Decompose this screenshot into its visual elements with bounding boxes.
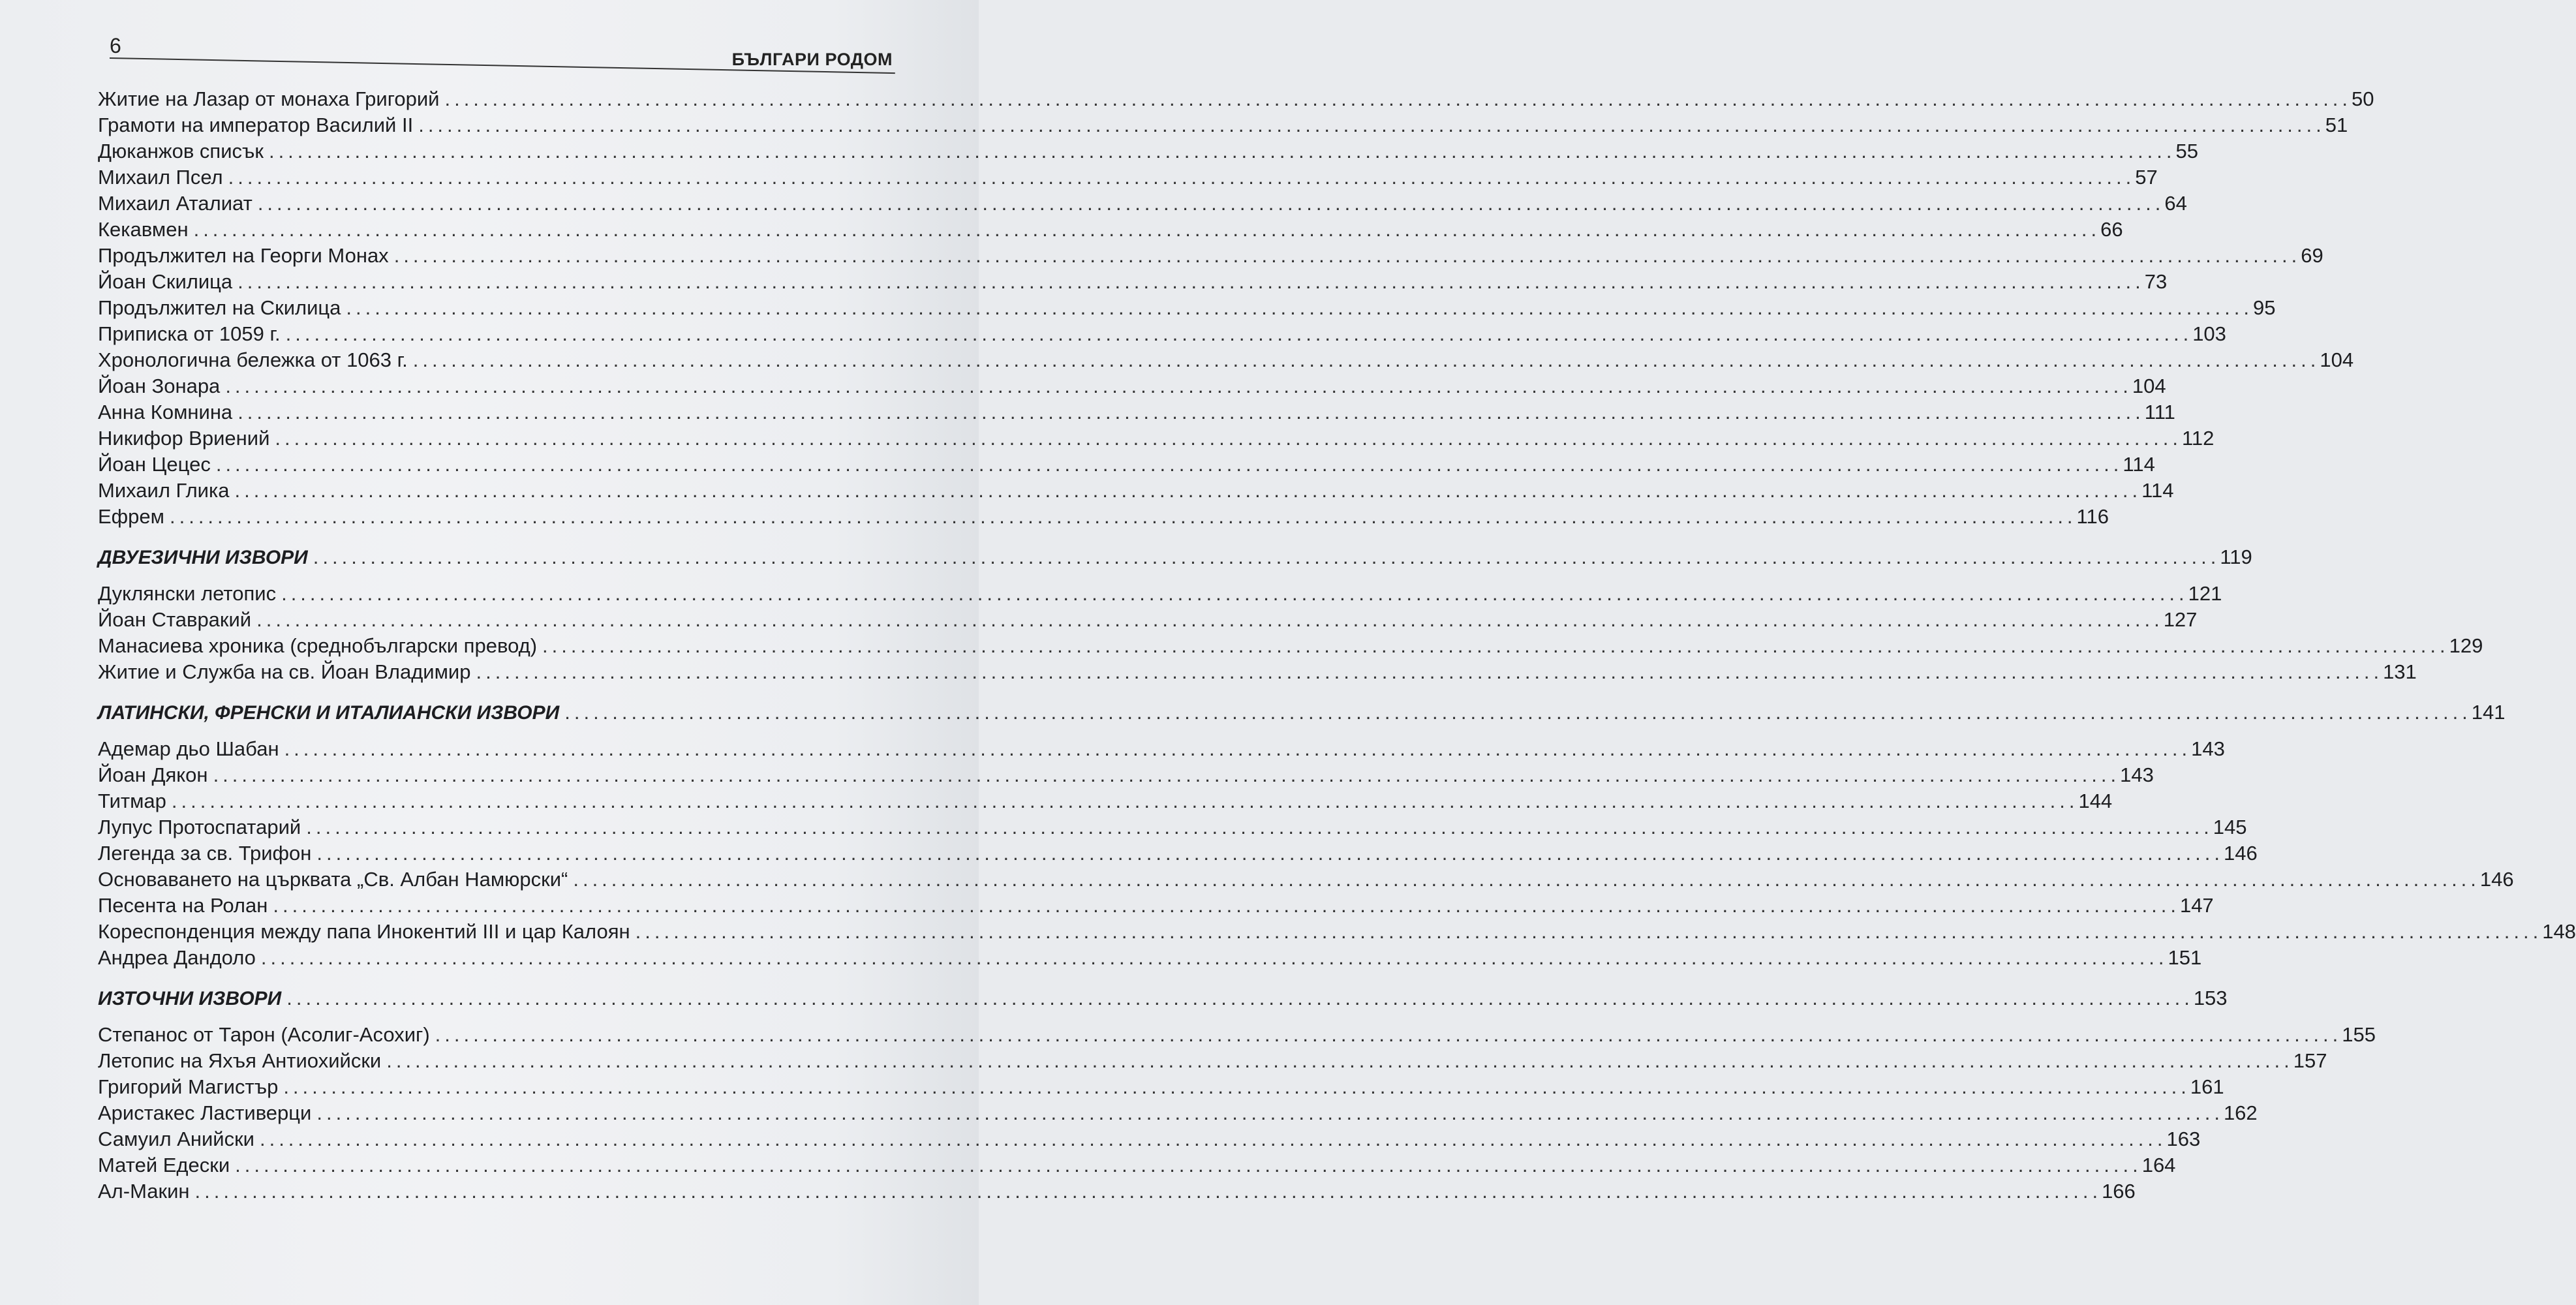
toc-entry [98, 1022, 2376, 1048]
toc-entry-title: Песента на Ролан [98, 894, 268, 917]
toc-entry [98, 633, 2483, 659]
toc-entry-page: 129 [2449, 634, 2483, 657]
dot-leader: ........................................................................................................................................................................................................ [193, 218, 2101, 241]
toc-entry [98, 86, 2374, 112]
dot-leader: ........................................................................................................................................................................................................ [171, 790, 2079, 812]
dot-leader: ........................................................................................................................................................................................................ [635, 920, 2543, 943]
toc-entry-title: Продължител на Скилица [98, 296, 341, 319]
dot-leader: ........................................................................................................................................................................................................ [259, 1128, 2167, 1150]
dot-leader: ........................................................................................................................................................................................................ [238, 270, 2145, 293]
toc-entry-page: 112 [2181, 427, 2215, 450]
toc-entry-title: Самуил Анийски [98, 1128, 254, 1150]
dot-leader: ........................................................................................................................................................................................................ [386, 1049, 2293, 1072]
toc-entry-page: 111 [2144, 401, 2175, 423]
toc-entry [98, 945, 2202, 971]
dot-leader: ........................................................................................................................................................................................................ [393, 244, 2301, 267]
dot-leader: ........................................................................................................................................................................................................ [313, 545, 2220, 568]
toc-entry-page: 166 [2102, 1180, 2136, 1203]
dot-leader: ........................................................................................................................................................................................................ [268, 140, 2176, 162]
dot-leader: ........................................................................................................................................................................................................ [316, 842, 2224, 865]
toc-entry-page: 66 [2100, 218, 2123, 241]
toc-entry-page: 119 [2220, 545, 2252, 568]
toc-entry-title: Никифор Вриений [98, 427, 270, 450]
toc-entry [98, 295, 2276, 321]
toc-entry-title: Кореспонденция между папа Инокентий III и цар Калоян [98, 920, 630, 943]
running-title: БЪЛГАРИ РОДОМ [731, 50, 893, 69]
toc-entry-page: 143 [2120, 763, 2154, 786]
toc-entry-page: 114 [2123, 453, 2155, 476]
toc-entry [98, 269, 2168, 295]
toc-entry-title: Приписка от 1059 г. [98, 322, 281, 345]
toc-entry [98, 347, 2354, 373]
toc-entry-title: ЛАТИНСКИ, ФРЕНСКИ И ИТАЛИАНСКИ ИЗВОРИ [98, 702, 560, 724]
toc-entry-page: 103 [2192, 322, 2226, 345]
toc-entry-page: 157 [2293, 1049, 2327, 1072]
toc-entry [98, 112, 2348, 138]
toc-entry [98, 373, 2166, 399]
toc-entry-title: Михаил Аталиат [98, 192, 253, 215]
toc-entry-page: 146 [2479, 868, 2514, 891]
toc-entry [98, 659, 2417, 685]
toc-entry-page: 127 [2163, 608, 2198, 631]
dot-leader: ........................................................................................................................................................................................................ [256, 608, 2164, 631]
dot-leader: ........................................................................................................................................................................................................ [316, 1101, 2224, 1124]
toc-entry [98, 919, 2576, 945]
dot-leader: ........................................................................................................................................................................................................ [418, 114, 2325, 136]
toc-entry-title: Йоан Цецес [98, 453, 211, 476]
dot-leader: ........................................................................................................................................................................................................ [444, 87, 2352, 110]
dot-leader: ........................................................................................................................................................................................................ [435, 1023, 2342, 1046]
toc-entry-title: Житие и Служба на св. Йоан Владимир [98, 660, 471, 683]
dot-leader: ........................................................................................................................................................................................................ [286, 987, 2194, 1009]
toc-entry-title: Грамоти на император Василий II [98, 114, 414, 136]
toc-section-heading [98, 544, 2252, 573]
toc-entry-title: Основаването на църквата „Св. Албан Намюрски“ [98, 868, 568, 891]
toc-section-heading [98, 699, 2506, 728]
toc-entry-title: Дуклянски летопис [98, 582, 277, 605]
toc-entry-title: ИЗТОЧНИ ИЗВОРИ [98, 988, 282, 1009]
toc-entry-title: Степанос от Тарон (Асолиг-Асохиг) [98, 1023, 430, 1046]
toc-entry-page: 163 [2166, 1128, 2201, 1150]
toc-entry [98, 217, 2123, 243]
toc-entry [98, 321, 2226, 347]
toc-entry-title: Йоан Ставракий [98, 608, 252, 631]
toc-entry [98, 1100, 2258, 1126]
page-header [104, 31, 895, 77]
toc-entry-page: 146 [2223, 842, 2258, 865]
toc-entry-title: Михаил Глика [98, 479, 230, 502]
toc-entry-title: Ефрем [98, 505, 164, 528]
toc-entry-title: Дюканжов списък [98, 140, 264, 162]
toc-entry [98, 1152, 2176, 1178]
toc-entry [98, 243, 2323, 269]
toc-entry [98, 581, 2222, 607]
dot-leader: ........................................................................................................................................................................................................ [169, 505, 2077, 528]
toc-entry-page: 145 [2213, 816, 2247, 838]
toc-entry [98, 399, 2175, 425]
dot-leader: ........................................................................................................................................................................................................ [238, 401, 2145, 423]
toc-entry [98, 1074, 2224, 1100]
dot-leader: ........................................................................................................................................................................................................ [260, 946, 2168, 969]
toc-entry [98, 736, 2225, 762]
toc-entry-page: 95 [2252, 296, 2276, 319]
dot-leader: ........................................................................................................................................................................................................ [225, 375, 2132, 397]
toc-entry-title: Ал-Макин [98, 1180, 190, 1203]
toc-entry-title: Летопис на Яхъя Антиохийски [98, 1049, 382, 1072]
toc-entry-page: 64 [2164, 192, 2187, 215]
dot-leader: ........................................................................................................................................................................................................ [215, 453, 2123, 476]
dot-leader: ........................................................................................................................................................................................................ [283, 1075, 2190, 1098]
dot-leader: ........................................................................................................................................................................................................ [542, 634, 2449, 657]
dot-leader: ........................................................................................................................................................................................................ [306, 816, 2213, 838]
dot-leader: ........................................................................................................................................................................................................ [573, 868, 2480, 891]
toc-entry-page: 121 [2188, 582, 2222, 605]
toc-entry [98, 452, 2155, 478]
dot-leader: ........................................................................................................................................................................................................ [281, 582, 2188, 605]
toc-entry-title: Адемар дьо Шабан [98, 737, 279, 760]
toc-entry-page: 141 [2471, 701, 2506, 724]
toc-entry-title: Лупус Протоспатарий [98, 816, 301, 838]
toc-entry-title: Анна Комнина [98, 401, 233, 423]
dot-leader: ........................................................................................................................................................................................................ [234, 479, 2142, 502]
dot-leader: ........................................................................................................................................................................................................ [235, 1154, 2142, 1176]
toc-entry-page: 73 [2144, 270, 2168, 293]
toc-entry-title: Матей Едески [98, 1154, 230, 1176]
toc-entry-page: 57 [2135, 166, 2158, 189]
toc-entry [98, 478, 2174, 504]
toc-entry-title: Аристакес Ластиверци [98, 1101, 312, 1124]
dot-leader: ........................................................................................................................................................................................................ [346, 296, 2253, 319]
dot-leader: ........................................................................................................................................................................................................ [257, 192, 2165, 215]
toc-entry [98, 814, 2247, 840]
toc-entry-page: 153 [2193, 987, 2228, 1009]
toc-entry [98, 1178, 2136, 1205]
toc-entry-page: 50 [2352, 87, 2374, 110]
toc-entry-page: 116 [2076, 505, 2109, 528]
dot-leader: ........................................................................................................................................................................................................ [213, 763, 2121, 786]
toc-entry [98, 191, 2187, 217]
toc-entry-page: 114 [2141, 479, 2174, 502]
toc-entry [98, 893, 2214, 919]
toc-entry-page: 51 [2325, 114, 2348, 136]
toc-entry-title: Йоан Скилица [98, 270, 233, 293]
toc-entry-page: 104 [2132, 375, 2166, 397]
toc-entry-page: 161 [2190, 1075, 2224, 1098]
toc-entry-title: Григорий Магистър [98, 1075, 279, 1098]
toc-entry-title: Михаил Псел [98, 166, 223, 189]
dot-leader: ........................................................................................................................................................................................................ [194, 1180, 2102, 1203]
toc-entry-title: Легенда за св. Трифон [98, 842, 312, 865]
toc-entry-page: 131 [2383, 660, 2417, 683]
toc-entry [98, 164, 2158, 191]
toc-entry-page: 151 [2168, 946, 2202, 969]
dot-leader: ........................................................................................................................................................................................................ [273, 894, 2180, 917]
table-of-contents [98, 86, 2576, 1205]
dot-leader: ........................................................................................................................................................................................................ [284, 737, 2192, 760]
toc-entry-page: 55 [2175, 140, 2198, 162]
toc-entry-page: 148 [2542, 920, 2576, 943]
toc-entry [98, 1126, 2201, 1152]
toc-entry [98, 504, 2109, 530]
dot-leader: ........................................................................................................................................................................................................ [564, 701, 2472, 724]
toc-entry-title: Хронологична бележка от 1063 г. [98, 348, 408, 371]
dot-leader: ........................................................................................................................................................................................................ [285, 322, 2193, 345]
toc-entry-title: Кекавмен [98, 218, 189, 241]
toc-entry-page: 144 [2078, 790, 2113, 812]
page-number: 6 [110, 34, 121, 57]
toc-entry [98, 425, 2215, 452]
toc-entry-title: Йоан Дякон [98, 763, 208, 786]
toc-entry-title: Манасиева хроника (среднобългарски превод) [98, 634, 538, 657]
dot-leader: ........................................................................................................................................................................................................ [228, 166, 2136, 189]
toc-entry-title: Продължител на Георги Монах [98, 244, 389, 267]
toc-entry-page: 164 [2141, 1154, 2176, 1176]
toc-entry [98, 607, 2198, 633]
toc-entry-title: ДВУЕЗИЧНИ ИЗВОРИ [98, 547, 308, 568]
toc-entry [98, 788, 2113, 814]
dot-leader: ........................................................................................................................................................................................................ [476, 660, 2384, 683]
toc-entry-title: Житие на Лазар от монаха Григорий [98, 87, 440, 110]
toc-entry [98, 1048, 2327, 1074]
toc-entry-page: 69 [2301, 244, 2323, 267]
toc-entry [98, 840, 2258, 867]
toc-entry [98, 867, 2514, 893]
toc-entry-page: 143 [2191, 737, 2225, 760]
toc-entry-title: Йоан Зонара [98, 375, 221, 397]
dot-leader: ........................................................................................................................................................................................................ [412, 348, 2320, 371]
toc-section-heading [98, 985, 2228, 1014]
toc-entry-title: Андреа Дандоло [98, 946, 256, 969]
toc-entry-page: 155 [2342, 1023, 2376, 1046]
toc-entry-title: Титмар [98, 790, 166, 812]
toc-entry [98, 762, 2154, 788]
toc-entry [98, 138, 2198, 164]
toc-entry-page: 147 [2179, 894, 2214, 917]
toc-entry-page: 162 [2223, 1101, 2258, 1124]
dot-leader: ........................................................................................................................................................................................................ [275, 427, 2182, 450]
toc-entry-page: 104 [2320, 348, 2354, 371]
